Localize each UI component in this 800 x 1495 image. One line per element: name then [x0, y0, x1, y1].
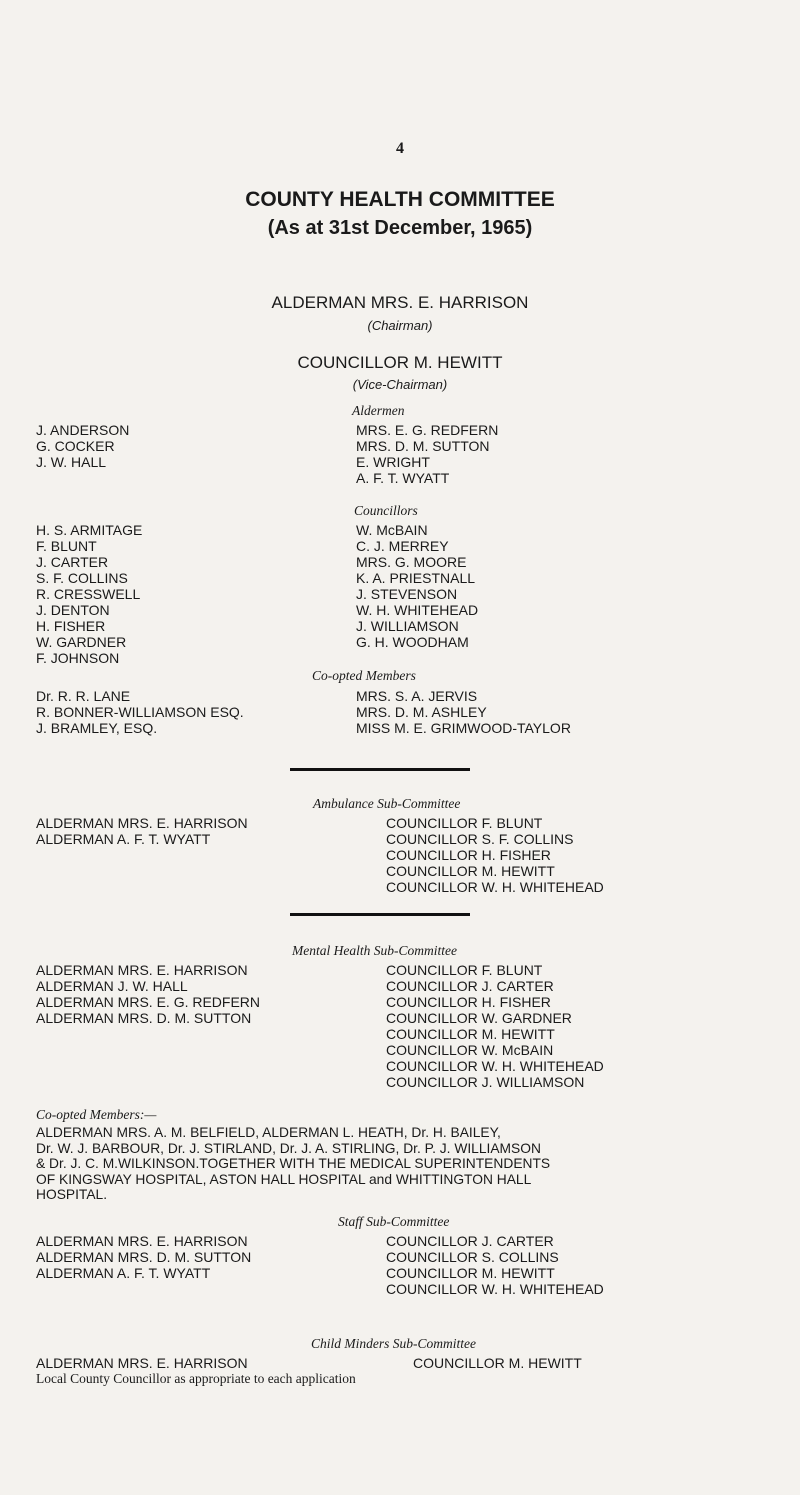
coopted-left-list [36, 688, 244, 736]
list-item: COUNCILLOR W. GARDNER [386, 1010, 572, 1026]
list-item: MISS M. E. GRIMWOOD-TAYLOR [356, 720, 571, 736]
list-item: COUNCILLOR W. H. WHITEHEAD [386, 1281, 604, 1297]
child-minders-right: COUNCILLOR M. HEWITT [413, 1355, 582, 1371]
list-item: K. A. PRIESTNALL [356, 570, 476, 586]
paragraph-line: HOSPITAL. [36, 1187, 108, 1202]
list-item: COUNCILLOR M. HEWITT [386, 863, 555, 879]
vice-chairman-name: COUNCILLOR M. HEWITT [297, 353, 503, 372]
list-item: COUNCILLOR J. WILLIAMSON [386, 1074, 585, 1090]
aldermen-right-list [356, 422, 498, 486]
list-item: R. CRESSWELL [36, 586, 141, 602]
list-item: MRS. D. M. SUTTON [356, 438, 490, 454]
list-item: MRS. G. MOORE [356, 554, 467, 570]
list-item: E. WRIGHT [356, 454, 430, 470]
staff-left-list [36, 1233, 251, 1281]
list-item: ALDERMAN MRS. D. M. SUTTON [36, 1249, 252, 1265]
list-item: COUNCILLOR F. BLUNT [386, 962, 543, 978]
section-divider [290, 913, 470, 916]
list-item: H. FISHER [36, 618, 106, 634]
ambulance-right-list [386, 815, 604, 895]
page-subtitle: (As at 31st December, 1965) [267, 217, 533, 239]
list-item: COUNCILLOR M. HEWITT [386, 1026, 555, 1042]
list-item: J. WILLIAMSON [356, 618, 459, 634]
list-item: J. CARTER [36, 554, 109, 570]
list-item: COUNCILLOR M. HEWITT [386, 1265, 555, 1281]
staff-right-list [386, 1233, 604, 1297]
list-item: COUNCILLOR S. F. COLLINS [386, 831, 574, 847]
list-item: ALDERMAN A. F. T. WYATT [36, 1265, 211, 1281]
chairman-name: ALDERMAN MRS. E. HARRISON [271, 293, 529, 312]
list-item: MRS. D. M. ASHLEY [356, 704, 487, 720]
coopted-heading: Co-opted Members [312, 668, 416, 683]
list-item: R. BONNER-WILLIAMSON ESQ. [36, 704, 244, 720]
mental-health-heading: Mental Health Sub-Committee [292, 943, 457, 958]
list-item: ALDERMAN MRS. E. G. REDFERN [36, 994, 261, 1010]
list-item: F. BLUNT [36, 538, 97, 554]
list-item: J. W. HALL [36, 454, 107, 470]
list-item: COUNCILLOR H. FISHER [386, 847, 551, 863]
list-item: C. J. MERREY [356, 538, 449, 554]
list-item: COUNCILLOR S. COLLINS [386, 1249, 559, 1265]
list-item: J. BRAMLEY, ESQ. [36, 720, 158, 736]
list-item: A. F. T. WYATT [356, 470, 450, 486]
staff-heading: Staff Sub-Committee [338, 1214, 450, 1229]
list-item: ALDERMAN MRS. E. HARRISON [36, 1233, 248, 1249]
mental-health-left-list [36, 962, 260, 1026]
list-item: J. ANDERSON [36, 422, 130, 438]
mental-health-right-list [386, 962, 604, 1090]
list-item: COUNCILLOR W. McBAIN [386, 1042, 554, 1058]
list-item: COUNCILLOR J. CARTER [386, 978, 554, 994]
section-divider [290, 768, 470, 771]
chairman-role: (Chairman) [367, 318, 433, 333]
list-item: J. STEVENSON [356, 586, 458, 602]
list-item: ALDERMAN A. F. T. WYATT [36, 831, 211, 847]
councillors-left-list [36, 522, 142, 666]
list-item: COUNCILLOR F. BLUNT [386, 815, 543, 831]
list-item: ALDERMAN MRS. E. HARRISON [36, 815, 248, 831]
councillors-right-list [356, 522, 478, 650]
child-minders-heading: Child Minders Sub-Committee [311, 1336, 476, 1351]
list-item: G. COCKER [36, 438, 115, 454]
list-item: COUNCILLOR J. CARTER [386, 1233, 554, 1249]
vice-chairman-role: (Vice-Chairman) [352, 377, 448, 392]
councillors-heading: Councillors [354, 503, 418, 518]
list-item: COUNCILLOR W. H. WHITEHEAD [386, 1058, 604, 1074]
list-item: MRS. S. A. JERVIS [356, 688, 478, 704]
list-item: ALDERMAN MRS. E. HARRISON [36, 962, 248, 978]
list-item: ALDERMAN J. W. HALL [36, 978, 188, 994]
list-item: J. DENTON [36, 602, 110, 618]
list-item: ALDERMAN MRS. D. M. SUTTON [36, 1010, 252, 1026]
list-item: H. S. ARMITAGE [36, 522, 143, 538]
list-item: Dr. R. R. LANE [36, 688, 131, 704]
list-item: W. GARDNER [36, 634, 127, 650]
list-item: F. JOHNSON [36, 650, 120, 666]
ambulance-left-list [36, 815, 248, 847]
page-title: COUNTY HEALTH COMMITTEE [245, 188, 555, 211]
paragraph-line: Dr. W. J. BARBOUR, Dr. J. STIRLAND, Dr. J. A. STIRLING, Dr. P. J. WILLIAMSON [36, 1140, 541, 1156]
ambulance-heading: Ambulance Sub-Committee [313, 796, 461, 811]
list-item: MRS. E. G. REDFERN [356, 422, 499, 438]
paragraph-line: OF KINGSWAY HOSPITAL, ASTON HALL HOSPITAL and WHITTINGTON HALL [36, 1171, 532, 1187]
child-minders-left: ALDERMAN MRS. E. HARRISON [36, 1355, 248, 1371]
coopted-members-paragraph [36, 1125, 550, 1203]
paragraph-line: & Dr. J. C. M.WILKINSON.TOGETHER WITH THE MEDICAL SUPERINTENDENTS [36, 1156, 551, 1171]
list-item: COUNCILLOR W. H. WHITEHEAD [386, 879, 604, 895]
page-number: 4 [396, 140, 404, 157]
list-item: W. H. WHITEHEAD [356, 602, 479, 618]
list-item: S. F. COLLINS [36, 570, 128, 586]
paragraph-line: ALDERMAN MRS. A. M. BELFIELD, ALDERMAN L. HEATH, Dr. H. BAILEY, [36, 1125, 501, 1140]
list-item: W. McBAIN [356, 522, 428, 538]
coopted-right-list [356, 688, 571, 736]
list-item: COUNCILLOR H. FISHER [386, 994, 551, 1010]
list-item: G. H. WOODHAM [356, 634, 469, 650]
child-minders-note: Local County Councillor as appropriate to each application [36, 1371, 356, 1386]
aldermen-left-list [36, 422, 129, 470]
coopted-members-label: Co-opted Members:— [36, 1107, 157, 1122]
aldermen-heading: Aldermen [352, 403, 405, 418]
